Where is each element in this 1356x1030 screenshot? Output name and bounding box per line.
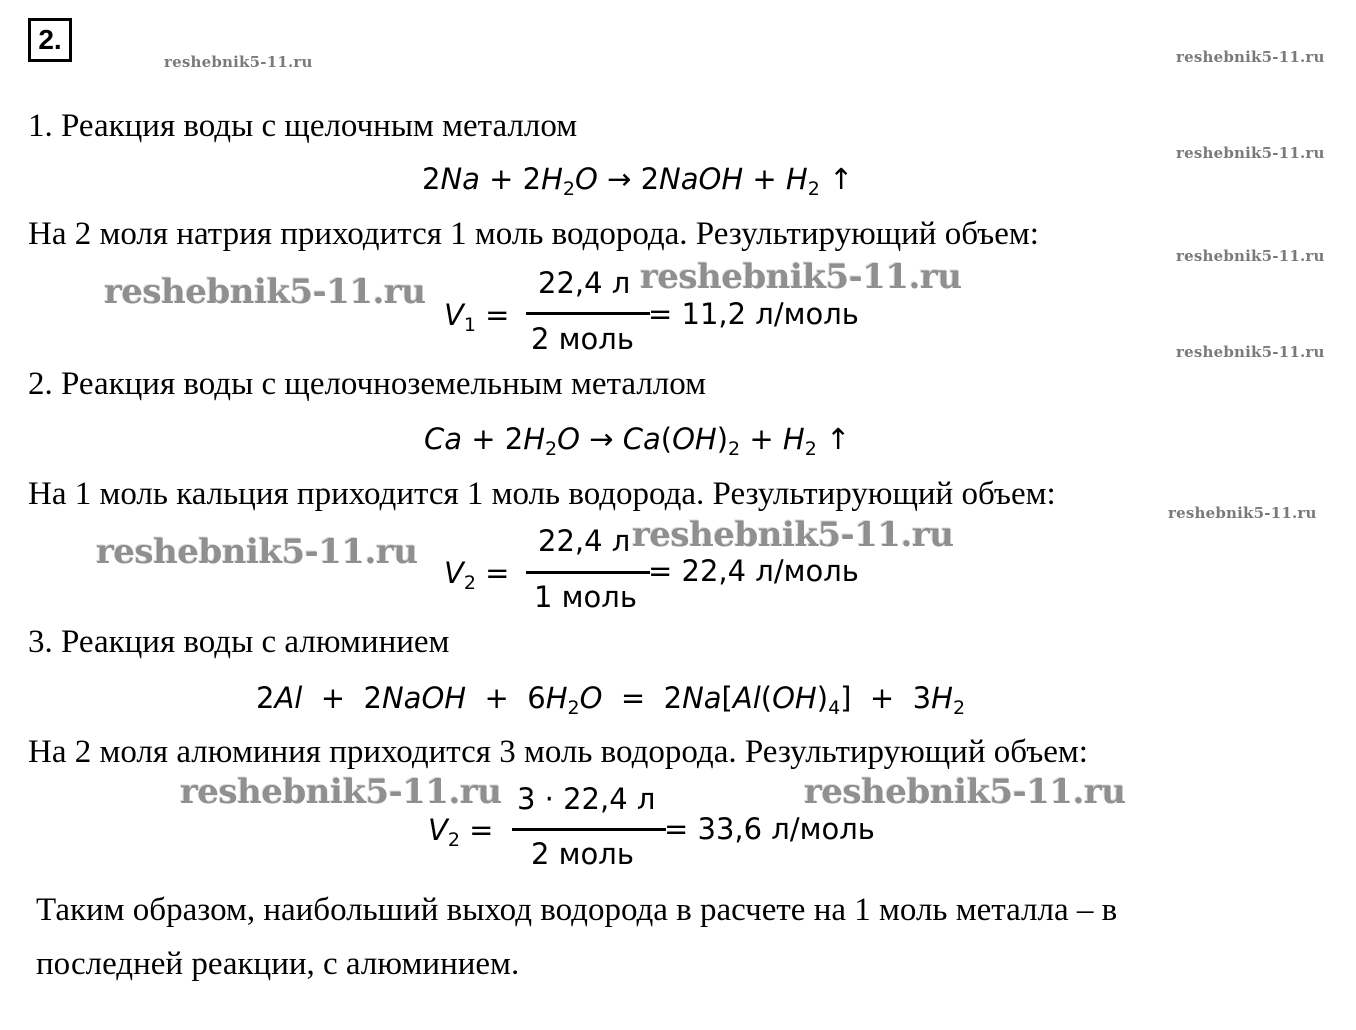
section-1-calc-result: = 11,2 л/моль	[648, 297, 859, 331]
section-1-explanation: На 2 моля натрия приходится 1 моль водорода. Результирующий объем:	[28, 216, 1039, 252]
section-2-calc-numerator: 22,4 л	[538, 524, 631, 558]
watermark: reshebnik5-11.ru	[104, 272, 426, 312]
section-3-explanation: На 2 моля алюминия приходится 3 моль водорода. Результирующий объем:	[28, 734, 1088, 770]
section-3-calc-numerator: 3 · 22,4 л	[517, 782, 656, 816]
section-1-calc-numerator: 22,4 л	[538, 266, 631, 300]
section-2-heading: 2. Реакция воды с щелочноземельным металлом	[28, 366, 707, 402]
watermark: reshebnik5-11.ru	[1176, 144, 1325, 162]
section-3-calc-lhs: $V_2$ =	[428, 813, 494, 851]
watermark: reshebnik5-11.ru	[804, 772, 1126, 812]
conclusion-line-1: Таким образом, наибольший выход водорода в расчете на 1 моль металла – в	[36, 892, 1118, 928]
section-3-calc-result: = 33,6 л/моль	[664, 812, 875, 846]
section-1-calc-lhs: $V_1$ =	[444, 298, 510, 336]
section-1-calc-denominator: 2 моль	[531, 322, 634, 356]
section-2-calc-denominator: 1 моль	[534, 580, 637, 614]
section-2-equation: $Ca + 2H_2O \to Ca(OH)_2 + H_2$ ↑	[424, 422, 851, 460]
watermark: reshebnik5-11.ru	[164, 53, 313, 71]
watermark: reshebnik5-11.ru	[1176, 48, 1325, 66]
section-1-fraction-line	[526, 312, 650, 315]
watermark: reshebnik5-11.ru	[1176, 247, 1325, 265]
watermark: reshebnik5-11.ru	[180, 772, 502, 812]
section-2-fraction-line	[526, 571, 650, 574]
section-1-equation: $2Na + 2H_2O$ → 2NaOH + $H_2$ ↑	[422, 162, 854, 200]
section-1-heading: 1. Реакция воды с щелочным металлом	[28, 108, 578, 144]
section-3-equation: 2Al + 2NaOH + $6H_2O = 2Na[Al(OH)_4] + 3H_2$	[256, 681, 966, 719]
conclusion-line-2: последней реакции, с алюминием.	[36, 946, 520, 982]
watermark: reshebnik5-11.ru	[1176, 343, 1325, 361]
section-3-calc-denominator: 2 моль	[531, 837, 634, 871]
watermark: reshebnik5-11.ru	[96, 532, 418, 572]
section-2-calc-result: = 22,4 л/моль	[648, 554, 859, 588]
watermark: reshebnik5-11.ru	[1168, 504, 1317, 522]
problem-number: 2.	[28, 18, 72, 62]
section-3-heading: 3. Реакция воды с алюминием	[28, 624, 450, 660]
watermark: reshebnik5-11.ru	[632, 515, 954, 555]
section-3-fraction-line	[512, 828, 666, 831]
section-2-explanation: На 1 моль кальция приходится 1 моль водорода. Результирующий объем:	[28, 476, 1056, 512]
watermark: reshebnik5-11.ru	[640, 257, 962, 297]
section-2-calc-lhs: $V_2$ =	[444, 556, 510, 594]
